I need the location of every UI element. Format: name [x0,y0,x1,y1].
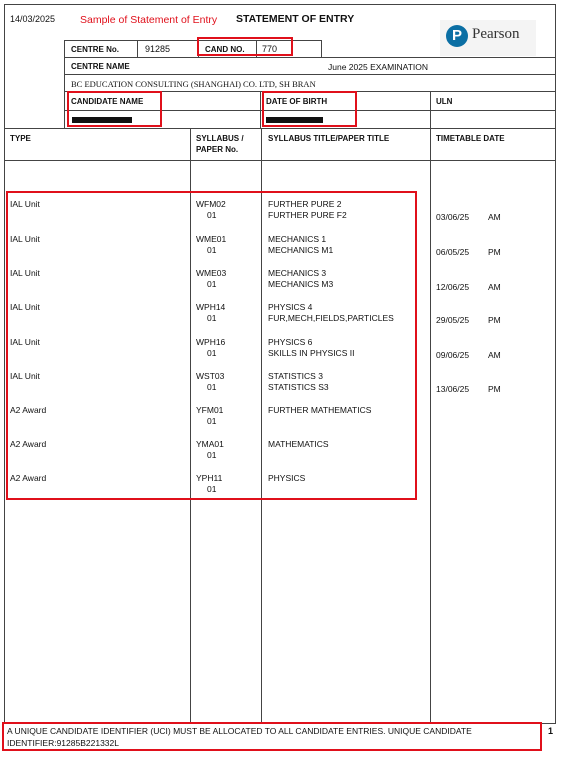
row-syllabus-code: YMA01 [196,439,224,449]
row-paper-no: 01 [207,416,217,426]
row-type: IAL Unit [10,302,40,312]
pearson-wordmark: Pearson [472,26,520,42]
row-title: MECHANICS 1 [268,234,327,244]
row-date: 13/06/25 [436,384,470,394]
row-type: IAL Unit [10,199,40,209]
sample-label: Sample of Statement of Entry [80,14,218,26]
row-paper-title: FURTHER PURE F2 [268,210,347,220]
row-type: IAL Unit [10,234,40,244]
centre-no-label: CENTRE No. [71,45,119,54]
candidate-name-label: CANDIDATE NAME [71,97,144,106]
row-session: PM [488,315,501,325]
row-type: IAL Unit [10,371,40,381]
row-paper-no: 01 [207,348,217,358]
row-date: 29/05/25 [436,315,470,325]
col-syllabus-header: SYLLABUS / [196,134,244,143]
row-type: A2 Award [10,405,47,415]
col-type-header: TYPE [10,134,31,143]
row-type: A2 Award [10,439,47,449]
uci-notice-line-1: A UNIQUE CANDIDATE IDENTIFIER (UCI) MUST BE ALLOCATED TO ALL CANDIDATE ENTRIES. UNIQUE CANDIDATE [7,726,472,736]
row-paper-no: 01 [207,313,217,323]
row-paper-title: MECHANICS M3 [268,279,334,289]
row-paper-no: 01 [207,382,217,392]
row-title: FURTHER MATHEMATICS [268,405,372,415]
row-syllabus-code: WFM02 [196,199,226,209]
row-title: MECHANICS 3 [268,268,327,278]
col-title-header: SYLLABUS TITLE/PAPER TITLE [268,134,390,143]
dob-highlight-box [262,91,357,127]
row-syllabus-code: WST03 [196,371,225,381]
row-session: AM [488,350,501,360]
uci-notice-line-2: IDENTIFIER:91285B221332L [7,738,119,748]
row-paper-title: FUR,MECH,FIELDS,PARTICLES [268,313,394,323]
row-type: A2 Award [10,473,47,483]
row-title: PHYSICS 6 [268,337,313,347]
row-title: PHYSICS [268,473,306,483]
row-date: 12/06/25 [436,282,470,292]
row-title: MATHEMATICS [268,439,329,449]
statement-date: 14/03/2025 [10,14,56,24]
col-timetable-header: TIMETABLE DATE [436,134,505,143]
uln-label: ULN [436,97,453,106]
row-title: STATISTICS 3 [268,371,323,381]
row-paper-no: 01 [207,279,217,289]
centre-name-value: BC EDUCATION CONSULTING (SHANGHAI) CO. LTD, SH BRAN [71,79,316,89]
centre-name-label: CENTRE NAME [71,62,130,71]
row-syllabus-code: WME03 [196,268,227,278]
document-title: STATEMENT OF ENTRY [236,13,355,25]
row-date: 09/06/25 [436,350,470,360]
row-session: AM [488,212,501,222]
exam-session: June 2025 EXAMINATION [328,62,428,72]
row-type: IAL Unit [10,268,40,278]
row-syllabus-code: YFM01 [196,405,224,415]
cand-no-highlight-box [197,37,293,56]
row-title: PHYSICS 4 [268,302,313,312]
row-session: PM [488,384,501,394]
row-date: 03/06/25 [436,212,470,222]
row-title: FURTHER PURE 2 [268,199,342,209]
cand-no-label: CAND NO. [205,45,245,54]
entries-highlight-box [6,191,417,500]
row-paper-title: STATISTICS S3 [268,382,329,392]
centre-no-value: 91285 [145,44,171,54]
row-syllabus-code: WPH16 [196,337,226,347]
row-paper-no: 01 [207,210,217,220]
row-paper-title: SKILLS IN PHYSICS II [268,348,355,358]
row-session: PM [488,247,501,257]
row-syllabus-code: WME01 [196,234,227,244]
cand-no-value: 770 [262,44,278,54]
candidate-name-highlight-box [67,91,162,127]
row-syllabus-code: YPH11 [196,473,223,483]
row-paper-no: 01 [207,245,217,255]
pearson-logo [440,20,536,56]
dob-label: DATE OF BIRTH [266,97,328,106]
row-syllabus-code: WPH14 [196,302,226,312]
uci-notice-highlight-box [2,722,542,751]
page-number: 1 [548,726,554,736]
row-paper-no: 01 [207,450,217,460]
row-paper-title: MECHANICS M1 [268,245,334,255]
row-session: AM [488,282,501,292]
col-paper-header: PAPER No. [196,145,239,154]
row-paper-no: 01 [207,484,217,494]
row-date: 06/05/25 [436,247,470,257]
pearson-p-icon: P [446,25,468,47]
row-type: IAL Unit [10,337,40,347]
